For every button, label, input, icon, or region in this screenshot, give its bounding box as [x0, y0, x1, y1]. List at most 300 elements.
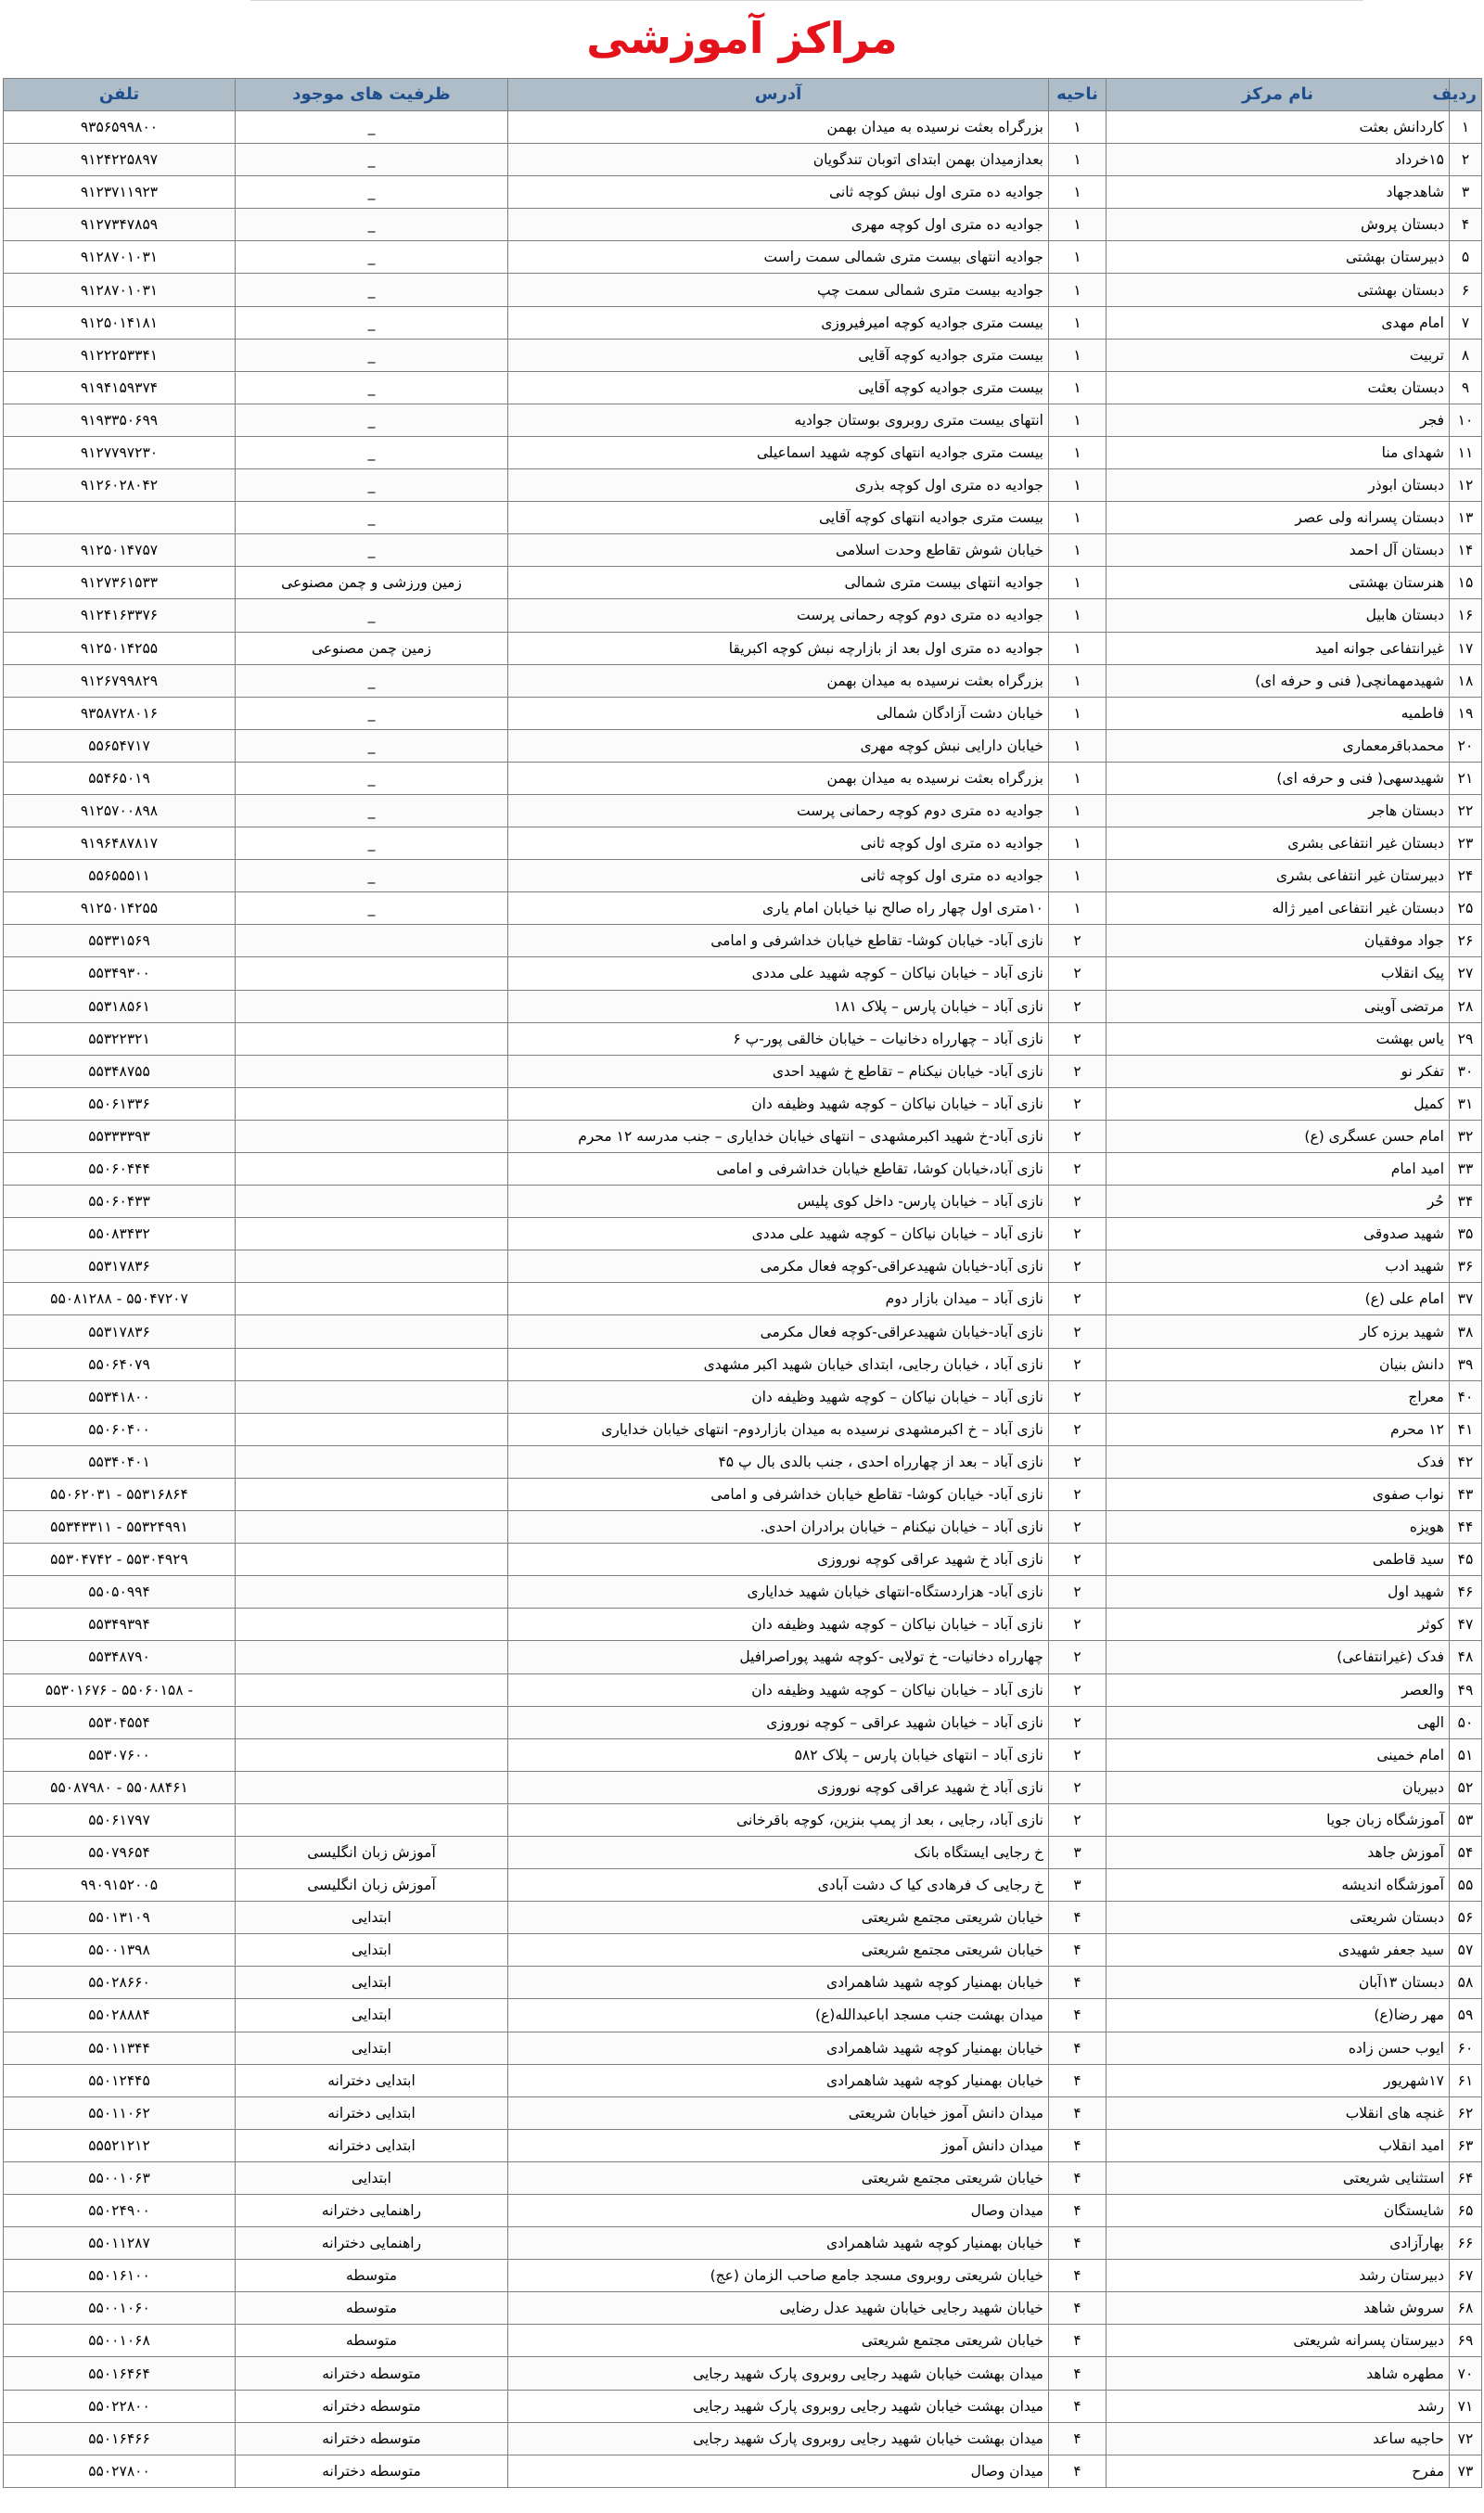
district-cell: ۱ [1049, 339, 1107, 371]
table-row [4, 436, 1482, 468]
center-name-cell: امید امام [1107, 1153, 1450, 1186]
table-row [4, 1738, 1482, 1771]
capacity-cell [236, 957, 508, 990]
address-cell: خ رجایی ایستگاه بانک [508, 1836, 1049, 1868]
capacity-cell: متوسطه دخترانه [236, 2422, 508, 2455]
phone-cell: ۹۱۲۸۷۰۱۰۳۱ [4, 274, 236, 306]
center-name-cell: دبستان بعثت [1107, 371, 1450, 404]
capacity-cell: _ [236, 892, 508, 925]
table-row [4, 502, 1482, 534]
center-name-cell: شایستگان [1107, 2195, 1450, 2227]
address-cell: میدان دانش آموز خیابان شریعتی [508, 2096, 1049, 2129]
address-cell: میدان بهشت خیابان شهید رجایی روبروی پارک شهید رجایی [508, 2422, 1049, 2455]
phone-cell: ۵۵۰۶۰۴۳۳ [4, 1186, 236, 1218]
district-cell: ۴ [1049, 2032, 1107, 2064]
center-name-cell: دبستان هابیل [1107, 599, 1450, 632]
center-name-cell: سید جعفر شهیدی [1107, 1934, 1450, 1967]
capacity-cell: ابتدایی [236, 2161, 508, 2194]
capacity-cell: _ [236, 794, 508, 827]
phone-cell: ۹۱۹۳۳۵۰۶۹۹ [4, 404, 236, 436]
address-cell: بزرگراه بعثت نرسیده به میدان بهمن [508, 664, 1049, 697]
district-cell: ۱ [1049, 274, 1107, 306]
capacity-cell [236, 925, 508, 957]
row-index-cell: ۲۹ [1450, 1022, 1482, 1055]
address-cell: نازی آباد-خیابان شهیدعراقی-کوچه فعال مکرمی [508, 1315, 1049, 1348]
district-cell: ۱ [1049, 306, 1107, 339]
row-index-cell: ۲۲ [1450, 794, 1482, 827]
capacity-cell: متوسطه دخترانه [236, 2357, 508, 2390]
address-cell: خیابان دشت آزادگان شمالی [508, 697, 1049, 729]
district-cell: ۱ [1049, 144, 1107, 176]
capacity-cell [236, 1218, 508, 1250]
row-index-cell: ۹ [1450, 371, 1482, 404]
district-cell: ۲ [1049, 1803, 1107, 1836]
address-cell: نازی آباد-خ شهید اکبرمشهدی – انتهای خیابان خدایاری – جنب مدرسه ۱۲ محرم [508, 1120, 1049, 1152]
address-cell: چهارراه دخانیات- خ تولایی -کوچه شهید پوراصرافیل [508, 1641, 1049, 1673]
capacity-cell: _ [236, 339, 508, 371]
capacity-cell: ابتدایی [236, 1902, 508, 1934]
address-cell: ۱۰متری اول چهار راه صالح نیا خیابان امام یاری [508, 892, 1049, 925]
row-index-cell: ۳۴ [1450, 1186, 1482, 1218]
center-name-cell: کمیل [1107, 1087, 1450, 1120]
row-index-cell: ۳۸ [1450, 1315, 1482, 1348]
row-index-cell: ۲۶ [1450, 925, 1482, 957]
table-row [4, 144, 1482, 176]
centers-table [3, 78, 1482, 2488]
district-cell: ۴ [1049, 1999, 1107, 2032]
district-cell: ۲ [1049, 1738, 1107, 1771]
row-index-cell: ۲ [1450, 144, 1482, 176]
district-cell: ۱ [1049, 502, 1107, 534]
table-row [4, 794, 1482, 827]
center-name-cell: ۱۲ محرم [1107, 1413, 1450, 1445]
table-row [4, 729, 1482, 762]
phone-cell: ۵۵۳۳۳۳۹۳ [4, 1120, 236, 1152]
phone-cell: ۵۵۰۶۱۷۹۷ [4, 1803, 236, 1836]
table-row [4, 1902, 1482, 1934]
table-row [4, 2161, 1482, 2194]
center-name-cell: امام مهدی [1107, 306, 1450, 339]
capacity-cell: _ [236, 697, 508, 729]
district-cell: ۱ [1049, 599, 1107, 632]
table-row [4, 957, 1482, 990]
header-index: ردیف [1450, 79, 1482, 111]
phone-cell: ۹۱۲۳۷۱۱۹۲۳ [4, 176, 236, 209]
table-row [4, 1544, 1482, 1576]
capacity-cell [236, 1055, 508, 1087]
district-cell: ۲ [1049, 957, 1107, 990]
phone-cell: ۹۱۲۷۳۴۷۸۵۹ [4, 209, 236, 241]
phone-cell: ۹۱۲۵۰۱۴۲۵۵ [4, 632, 236, 664]
phone-cell: ۹۱۲۸۷۰۱۰۳۱ [4, 241, 236, 274]
center-name-cell: دبستان پروش [1107, 209, 1450, 241]
capacity-cell: _ [236, 241, 508, 274]
phone-cell: ۹۱۲۴۱۶۳۳۷۶ [4, 599, 236, 632]
table-row [4, 2195, 1482, 2227]
capacity-cell: متوسطه [236, 2292, 508, 2325]
table-row [4, 1673, 1482, 1706]
district-cell: ۴ [1049, 2357, 1107, 2390]
district-cell: ۱ [1049, 827, 1107, 860]
center-name-cell: فجر [1107, 404, 1450, 436]
phone-cell: ۵۵۰۰۱۳۹۸ [4, 1934, 236, 1967]
address-cell: نازی آباد – خیابان پارس- داخل کوی پلیس [508, 1186, 1049, 1218]
table-row [4, 1511, 1482, 1544]
district-cell: ۱ [1049, 469, 1107, 502]
center-name-cell: کوثر [1107, 1609, 1450, 1641]
center-name-cell: دبیرستان رشد [1107, 2260, 1450, 2292]
center-name-cell: دبیرستان غیر انتفاعی بشری [1107, 860, 1450, 892]
row-index-cell: ۵۰ [1450, 1706, 1482, 1738]
address-cell: بیست متری جوادیه انتهای کوچه آقایی [508, 502, 1049, 534]
address-cell: نازی آباد – بعد از چهارراه احدی ، جنب بالدی بال پ ۴۵ [508, 1445, 1049, 1478]
table-row [4, 599, 1482, 632]
center-name-cell: دبیریان [1107, 1771, 1450, 1803]
header-name: نام مرکز [1107, 79, 1450, 111]
center-name-cell: امام حسن عسگری (ع) [1107, 1120, 1450, 1152]
table-row [4, 404, 1482, 436]
district-cell: ۴ [1049, 2455, 1107, 2487]
address-cell: خیابان شریعتی روبروی مسجد جامع صاحب الزمان (عج) [508, 2260, 1049, 2292]
address-cell: خیابان شوش تقاطع وحدت اسلامی [508, 534, 1049, 567]
row-index-cell: ۵۳ [1450, 1803, 1482, 1836]
district-cell: ۲ [1049, 1413, 1107, 1445]
address-cell: خیابان شهید رجایی خیابان شهید عدل رضایی [508, 2292, 1049, 2325]
center-name-cell: شهید صدوقی [1107, 1218, 1450, 1250]
address-cell: نازی آباد- خیابان کوشا- تقاطع خیابان خداشرفی و امامی [508, 1478, 1049, 1510]
phone-cell: ۹۱۲۵۰۱۴۱۸۱ [4, 306, 236, 339]
row-index-cell: ۶ [1450, 274, 1482, 306]
table-row [4, 1250, 1482, 1283]
center-name-cell: شهیدمهمانچی( فنی و حرفه ای) [1107, 664, 1450, 697]
district-cell: ۳ [1049, 1836, 1107, 1868]
capacity-cell [236, 1609, 508, 1641]
phone-cell: ۹۱۹۶۴۸۷۸۱۷ [4, 827, 236, 860]
table-row [4, 111, 1482, 144]
district-cell: ۲ [1049, 1478, 1107, 1510]
address-cell: جوادیه ده متری اول کوچه بذری [508, 469, 1049, 502]
capacity-cell: زمین ورزشی و چمن مصنوعی [236, 567, 508, 599]
address-cell: بیست متری جوادیه کوچه آقایی [508, 339, 1049, 371]
capacity-cell: متوسطه دخترانه [236, 2390, 508, 2422]
district-cell: ۲ [1049, 1673, 1107, 1706]
address-cell: میدان بهشت خیابان شهید رجایی روبروی پارک شهید رجایی [508, 2390, 1049, 2422]
row-index-cell: ۶۵ [1450, 2195, 1482, 2227]
address-cell: خ رجایی ک فرهادی کیا ک دشت آبادی [508, 1869, 1049, 1902]
district-cell: ۴ [1049, 2325, 1107, 2357]
address-cell: میدان وصال [508, 2195, 1049, 2227]
row-index-cell: ۵۱ [1450, 1738, 1482, 1771]
phone-cell: ۵۵۶۵۵۵۱۱ [4, 860, 236, 892]
row-index-cell: ۴۲ [1450, 1445, 1482, 1478]
capacity-cell [236, 1641, 508, 1673]
capacity-cell: ابتدایی [236, 1999, 508, 2032]
table-row [4, 2096, 1482, 2129]
phone-cell: ۵۵۳۴۱۸۰۰ [4, 1380, 236, 1413]
phone-cell: ۵۵۰۶۰۴۴۴ [4, 1153, 236, 1186]
district-cell: ۴ [1049, 2195, 1107, 2227]
center-name-cell: دبستان هاجر [1107, 794, 1450, 827]
phone-cell: ۵۵۰۶۱۳۳۶ [4, 1087, 236, 1120]
address-cell: بیست متری جوادیه کوچه آقایی [508, 371, 1049, 404]
district-cell: ۴ [1049, 2390, 1107, 2422]
row-index-cell: ۵۲ [1450, 1771, 1482, 1803]
capacity-cell: ابتدایی دخترانه [236, 2129, 508, 2161]
phone-cell: ۵۵۰۲۴۹۰۰ [4, 2195, 236, 2227]
capacity-cell: راهنمایی دخترانه [236, 2195, 508, 2227]
capacity-cell [236, 1022, 508, 1055]
table-row [4, 664, 1482, 697]
center-name-cell: دبستان ابوذر [1107, 469, 1450, 502]
table-row [4, 892, 1482, 925]
capacity-cell: _ [236, 860, 508, 892]
district-cell: ۱ [1049, 762, 1107, 794]
phone-cell: ۵۵۰۱۶۴۶۶ [4, 2422, 236, 2455]
district-cell: ۲ [1049, 990, 1107, 1022]
phone-cell: ۹۱۹۴۱۵۹۳۷۴ [4, 371, 236, 404]
center-name-cell: دبستان غیر انتفاعی بشری [1107, 827, 1450, 860]
center-name-cell: آموزشگاه زبان جویا [1107, 1803, 1450, 1836]
table-row [4, 1413, 1482, 1445]
center-name-cell: شهید ادب [1107, 1250, 1450, 1283]
table-row [4, 2227, 1482, 2260]
row-index-cell: ۱۲ [1450, 469, 1482, 502]
address-cell: نازی آباد – خیابان نیاکان – کوچه شهید علی مددی [508, 1218, 1049, 1250]
table-row [4, 1445, 1482, 1478]
phone-cell: ۵۵۰۸۱۲۸۸ - ۵۵۰۴۷۲۰۷ [4, 1283, 236, 1315]
address-cell: نازی آباد – خیابان نیاکان – کوچه شهید علی مددی [508, 957, 1049, 990]
capacity-cell: _ [236, 111, 508, 144]
district-cell: ۱ [1049, 436, 1107, 468]
row-index-cell: ۳۰ [1450, 1055, 1482, 1087]
table-row [4, 339, 1482, 371]
center-name-cell: شهید اول [1107, 1576, 1450, 1609]
address-cell: خیابان شریعتی مجتمع شریعتی [508, 2325, 1049, 2357]
row-index-cell: ۵۵ [1450, 1869, 1482, 1902]
phone-cell: ۹۱۲۷۳۶۱۵۳۳ [4, 567, 236, 599]
center-name-cell: دبستان بهشتی [1107, 274, 1450, 306]
table-row [4, 1706, 1482, 1738]
phone-cell: ۵۵۰۲۷۸۰۰ [4, 2455, 236, 2487]
center-name-cell: پیک انقلاب [1107, 957, 1450, 990]
row-index-cell: ۶۴ [1450, 2161, 1482, 2194]
table-row [4, 1120, 1482, 1152]
district-cell: ۲ [1049, 1283, 1107, 1315]
row-index-cell: ۶۸ [1450, 2292, 1482, 2325]
row-index-cell: ۷۲ [1450, 2422, 1482, 2455]
phone-cell: ۵۵۳۴۳۳۱۱ - ۵۵۳۲۴۹۹۱ [4, 1511, 236, 1544]
table-header [4, 79, 1482, 111]
phone-cell: ۵۵۰۱۶۱۰۰ [4, 2260, 236, 2292]
capacity-cell: _ [236, 144, 508, 176]
capacity-cell [236, 1087, 508, 1120]
row-index-cell: ۶۷ [1450, 2260, 1482, 2292]
row-index-cell: ۱ [1450, 111, 1482, 144]
table-row [4, 1999, 1482, 2032]
address-cell: جوادیه ده متری اول کوچه ثانی [508, 860, 1049, 892]
table-row [4, 2260, 1482, 2292]
table-row [4, 2064, 1482, 2096]
table-row [4, 2422, 1482, 2455]
center-name-cell: بهارآزادی [1107, 2227, 1450, 2260]
district-cell: ۲ [1049, 1218, 1107, 1250]
row-index-cell: ۳۱ [1450, 1087, 1482, 1120]
row-index-cell: ۳۷ [1450, 1283, 1482, 1315]
row-index-cell: ۱۸ [1450, 664, 1482, 697]
row-index-cell: ۲۸ [1450, 990, 1482, 1022]
capacity-cell: _ [236, 436, 508, 468]
capacity-cell: ابتدایی [236, 2032, 508, 2064]
phone-cell: ۵۵۰۸۷۹۸۰ - ۵۵۰۸۸۴۶۱ [4, 1771, 236, 1803]
phone-cell: ۵۵۳۱۷۸۳۶ [4, 1250, 236, 1283]
table-row [4, 1478, 1482, 1510]
row-index-cell: ۵۸ [1450, 1967, 1482, 1999]
phone-cell: ۵۵۰۶۰۴۰۰ [4, 1413, 236, 1445]
district-cell: ۱ [1049, 892, 1107, 925]
district-cell: ۱ [1049, 567, 1107, 599]
address-cell: نازی آباد – خیابان نیاکان – کوچه شهید وظیفه دان [508, 1087, 1049, 1120]
district-cell: ۲ [1049, 1609, 1107, 1641]
header-row [4, 79, 1482, 111]
row-index-cell: ۶۶ [1450, 2227, 1482, 2260]
district-cell: ۲ [1049, 1511, 1107, 1544]
district-cell: ۱ [1049, 697, 1107, 729]
table-row [4, 469, 1482, 502]
capacity-cell [236, 1186, 508, 1218]
center-name-cell: معراج [1107, 1380, 1450, 1413]
row-index-cell: ۲۷ [1450, 957, 1482, 990]
capacity-cell [236, 1771, 508, 1803]
row-index-cell: ۷۰ [1450, 2357, 1482, 2390]
district-cell: ۲ [1049, 1186, 1107, 1218]
phone-cell: ۵۵۳۴۰۴۰۱ [4, 1445, 236, 1478]
address-cell: خیابان دارایی نبش کوچه مهری [508, 729, 1049, 762]
address-cell: بیست متری جوادیه انتهای کوچه شهید اسماعیلی [508, 436, 1049, 468]
address-cell: نازی آباد- هزاردستگاه-انتهای خیابان شهید خدایاری [508, 1576, 1049, 1609]
phone-cell: ۵۵۰۷۹۶۵۴ [4, 1836, 236, 1868]
center-name-cell: حُر [1107, 1186, 1450, 1218]
capacity-cell: _ [236, 209, 508, 241]
district-cell: ۱ [1049, 794, 1107, 827]
address-cell: نازی آباد- خیابان کوشا- تقاطع خیابان خداشرفی و امامی [508, 925, 1049, 957]
center-name-cell: رشد [1107, 2390, 1450, 2422]
phone-cell: ۵۵۰۵۰۹۹۴ [4, 1576, 236, 1609]
table-row [4, 241, 1482, 274]
center-name-cell: ایوب حسن زاده [1107, 2032, 1450, 2064]
district-cell: ۴ [1049, 2161, 1107, 2194]
capacity-cell: زمین چمن مصنوعی [236, 632, 508, 664]
row-index-cell: ۲۳ [1450, 827, 1482, 860]
phone-cell: ۵۵۳۱۸۵۶۱ [4, 990, 236, 1022]
address-cell: میدان وصال [508, 2455, 1049, 2487]
district-cell: ۱ [1049, 632, 1107, 664]
capacity-cell: ابتدایی [236, 1934, 508, 1967]
center-name-cell: ۱۵خرداد [1107, 144, 1450, 176]
phone-cell: ۵۵۰۶۲۰۳۱ - ۵۵۳۱۶۸۶۴ [4, 1478, 236, 1510]
address-cell: جوادیه ده متری دوم کوچه رحمانی پرست [508, 794, 1049, 827]
center-name-cell: امید انقلاب [1107, 2129, 1450, 2161]
row-index-cell: ۱۹ [1450, 697, 1482, 729]
address-cell: خیابان بهمنیار کوچه شهید شاهمرادی [508, 2064, 1049, 2096]
page-title: مراکز آموزشی [586, 13, 898, 63]
address-cell: نازی آباد – خیابان نیاکان – کوچه شهید وظیفه دان [508, 1673, 1049, 1706]
capacity-cell: _ [236, 664, 508, 697]
capacity-cell [236, 1576, 508, 1609]
phone-cell: ۹۱۲۶۷۹۹۸۲۹ [4, 664, 236, 697]
center-name-cell: استثنایی شریعتی [1107, 2161, 1450, 2194]
table-row [4, 1022, 1482, 1055]
center-name-cell: کاردانش بعثت [1107, 111, 1450, 144]
row-index-cell: ۱۰ [1450, 404, 1482, 436]
phone-cell: ۵۵۳۰۴۵۵۴ [4, 1706, 236, 1738]
table-row [4, 1934, 1482, 1967]
table-row [4, 2129, 1482, 2161]
district-cell: ۱ [1049, 241, 1107, 274]
capacity-cell: _ [236, 827, 508, 860]
address-cell: بزرگراه بعثت نرسیده به میدان بهمن [508, 111, 1049, 144]
district-cell: ۲ [1049, 1380, 1107, 1413]
phone-cell: ۵۵۰۰۱۰۶۳ [4, 2161, 236, 2194]
phone-cell: ۹۱۲۴۲۲۵۸۹۷ [4, 144, 236, 176]
phone-cell: ۵۵۳۴۹۳۰۰ [4, 957, 236, 990]
address-cell: بزرگراه بعثت نرسیده به میدان بهمن [508, 762, 1049, 794]
row-index-cell: ۳۶ [1450, 1250, 1482, 1283]
address-cell: نازی آباد خ شهید عراقی کوچه نوروزی [508, 1771, 1049, 1803]
row-index-cell: ۷۳ [1450, 2455, 1482, 2487]
district-cell: ۱ [1049, 860, 1107, 892]
address-cell: جوادیه بیست متری شمالی سمت چپ [508, 274, 1049, 306]
capacity-cell: راهنمایی دخترانه [236, 2227, 508, 2260]
table-row [4, 1576, 1482, 1609]
address-cell: جوادیه ده متری اول کوچه مهری [508, 209, 1049, 241]
district-cell: ۲ [1049, 1120, 1107, 1152]
capacity-cell: ابتدایی [236, 1967, 508, 1999]
row-index-cell: ۴۵ [1450, 1544, 1482, 1576]
table-row [4, 2292, 1482, 2325]
center-name-cell: جواد موفقیان [1107, 925, 1450, 957]
row-index-cell: ۶۳ [1450, 2129, 1482, 2161]
address-cell: نازی آباد – چهارراه دخانیات – خیابان خالقی پور-پ ۶ [508, 1022, 1049, 1055]
row-index-cell: ۴۸ [1450, 1641, 1482, 1673]
district-cell: ۱ [1049, 371, 1107, 404]
top-divider [250, 0, 1363, 1]
address-cell: جوادیه ده متری اول نبش کوچه ثانی [508, 176, 1049, 209]
capacity-cell [236, 990, 508, 1022]
capacity-cell [236, 1738, 508, 1771]
table-row [4, 2032, 1482, 2064]
table-row [4, 1380, 1482, 1413]
capacity-cell: ابتدایی دخترانه [236, 2064, 508, 2096]
phone-cell: ۵۵۰۱۱۰۶۲ [4, 2096, 236, 2129]
row-index-cell: ۳۵ [1450, 1218, 1482, 1250]
phone-cell: ۹۱۲۵۷۰۰۸۹۸ [4, 794, 236, 827]
row-index-cell: ۲۵ [1450, 892, 1482, 925]
center-name-cell: سروش شاهد [1107, 2292, 1450, 2325]
table-row [4, 176, 1482, 209]
table-row [4, 209, 1482, 241]
row-index-cell: ۸ [1450, 339, 1482, 371]
row-index-cell: ۱۶ [1450, 599, 1482, 632]
phone-cell: ۵۵۵۲۱۲۱۲ [4, 2129, 236, 2161]
district-cell: ۲ [1049, 1771, 1107, 1803]
row-index-cell: ۵۴ [1450, 1836, 1482, 1868]
capacity-cell: متوسطه [236, 2260, 508, 2292]
row-index-cell: ۷ [1450, 306, 1482, 339]
address-cell: نازی آباد – خیابان نیاکان – کوچه شهید وظیفه دان [508, 1609, 1049, 1641]
district-cell: ۱ [1049, 176, 1107, 209]
capacity-cell [236, 1511, 508, 1544]
address-cell: میدان بهشت خیابان شهید رجایی روبروی پارک شهید رجایی [508, 2357, 1049, 2390]
